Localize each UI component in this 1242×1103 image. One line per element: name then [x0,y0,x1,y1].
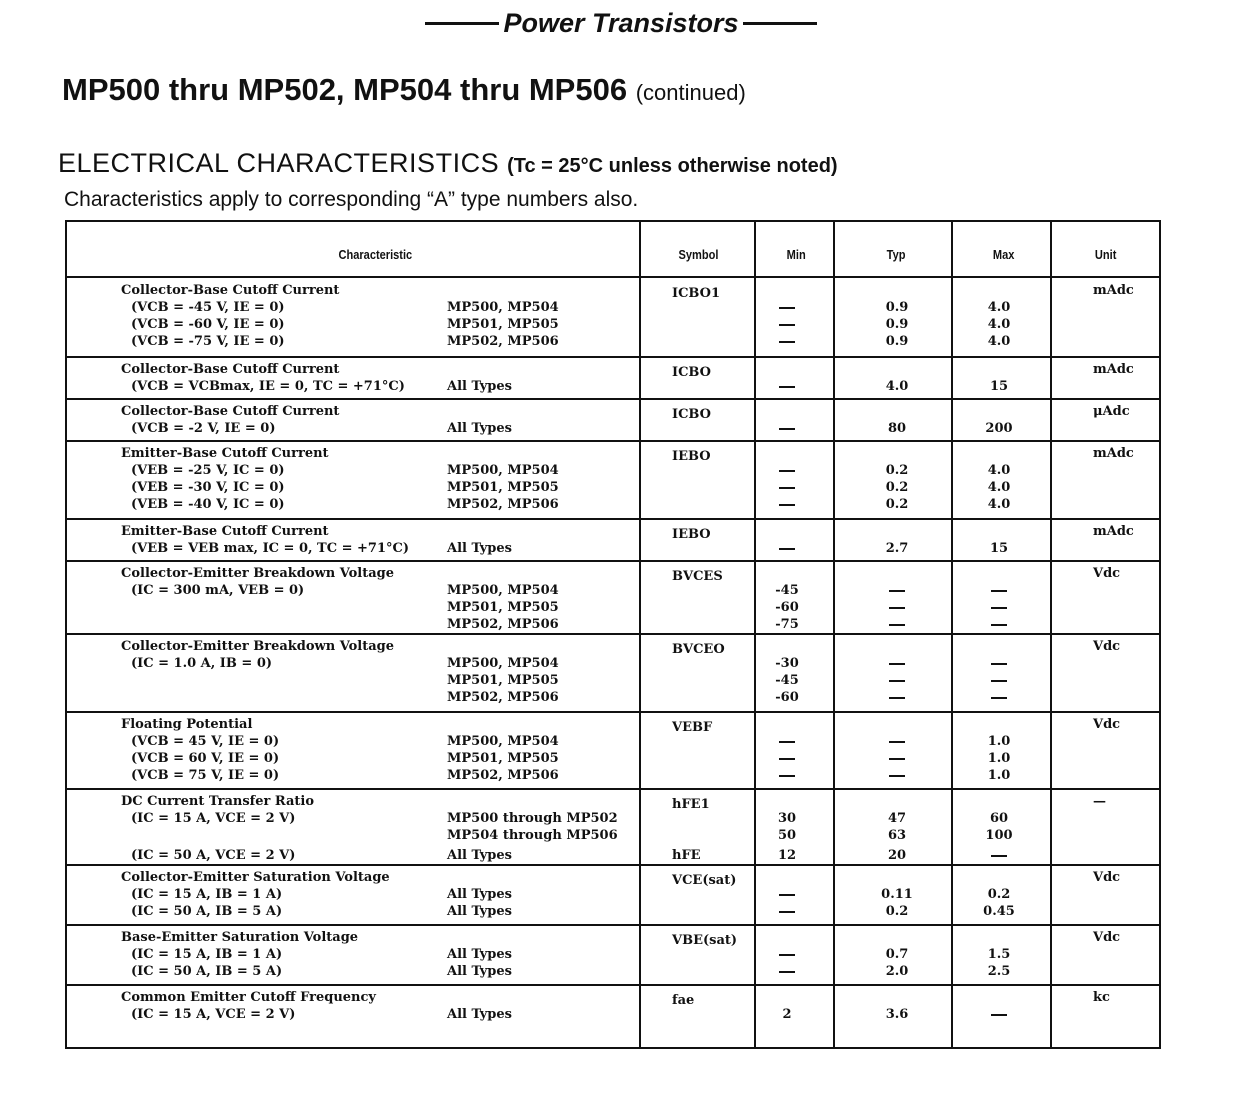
group-unit: Vdc [1093,566,1121,581]
row-type: MP501, MP505 [447,480,559,495]
row-condition: (VEB = -40 V, IC = 0) [131,497,285,512]
dash-mark [779,324,795,326]
row-condition: (IC = 300 mA, VEB = 0) [131,583,305,598]
group-unit: Vdc [1093,639,1121,654]
group-name: Emitter-Base Cutoff Current [121,524,329,539]
row-typ: 47 [887,811,907,826]
dash-mark [889,590,905,592]
col-header-min: Min [786,247,806,262]
row-max: 15 [989,379,1009,394]
row-type: MP501, MP505 [447,600,559,615]
row-type: All Types [447,541,512,556]
row-type: MP501, MP505 [447,673,559,688]
col-header-max: Max [992,247,1015,262]
row-condition: (IC = 15 A, IB = 1 A) [131,887,283,902]
row-typ: 0.2 [885,463,909,478]
group-symbol: VBE(sat) [672,933,738,948]
row-typ [867,689,927,706]
row-max: 0.45 [983,904,1015,919]
row-typ: 63 [887,828,907,843]
table-note: Characteristics apply to corresponding “A” type numbers also. [64,188,639,211]
row-min: -45 [775,583,799,598]
row-condition: (VCB = -75 V, IE = 0) [131,334,285,349]
dash-mark [779,741,795,743]
row-type: MP500 through MP502 [447,811,618,826]
row-max [969,689,1029,706]
row-typ: 4.0 [885,379,909,394]
row-max: 1.5 [987,947,1011,962]
row-condition: (IC = 15 A, VCE = 2 V) [131,811,296,826]
row-condition: (VCB = -45 V, IE = 0) [131,300,285,315]
dash-mark [889,624,905,626]
row-condition: (VEB = -30 V, IC = 0) [131,480,285,495]
row-min [757,733,817,750]
row-type: MP500, MP504 [447,656,559,671]
section-condition: (Tc = 25°C unless otherwise noted) [507,155,838,177]
col-header-typ: Typ [886,247,906,262]
row-min: -60 [775,690,799,705]
group-name: Collector-Emitter Breakdown Voltage [121,639,395,654]
dash-mark [779,894,795,896]
row-typ [867,599,927,616]
row-condition: (VCB = -60 V, IE = 0) [131,317,285,332]
row-max: 4.0 [987,480,1011,495]
group-name: Common Emitter Cutoff Frequency [121,990,376,1005]
group-divider [67,356,1159,358]
group-divider [67,788,1159,790]
group-name: Floating Potential [121,717,253,732]
title-continued: (continued) [635,80,746,105]
row-condition: (VCB = 75 V, IE = 0) [131,768,280,783]
row-typ [867,750,927,767]
dash-mark [889,663,905,665]
row-condition: (VCB = VCBmax, IE = 0, TC = +71°C) [131,379,405,394]
group-symbol: ICBO [672,365,711,380]
row-condition: (IC = 50 A, IB = 5 A) [131,904,283,919]
group-symbol: BVCES [672,569,723,584]
dash-mark [779,954,795,956]
row-max [969,655,1029,672]
group-divider [67,864,1159,866]
group-name: Emitter-Base Cutoff Current [121,446,329,461]
row-min [757,420,817,437]
dash-mark [991,680,1007,682]
dash-mark [889,697,905,699]
row-condition: (IC = 15 A, IB = 1 A) [131,947,283,962]
dash-mark [779,504,795,506]
dash-mark [779,775,795,777]
group-symbol: ICBO1 [672,286,721,301]
row-type: MP501, MP505 [447,317,559,332]
row-min: -75 [775,617,799,632]
dash-mark [991,855,1007,857]
group-unit: — [1093,794,1106,809]
group-divider [67,398,1159,400]
dash-mark [779,341,795,343]
page-header [0,8,1242,39]
row-min: 12 [777,848,797,863]
row-max [969,1006,1029,1023]
dash-mark [991,624,1007,626]
row-max [969,672,1029,689]
group-unit: kc [1093,990,1110,1005]
row-min: -45 [775,673,799,688]
row-condition: (IC = 15 A, VCE = 2 V) [131,1007,296,1022]
row-max: 15 [989,541,1009,556]
row-min: 30 [777,811,797,826]
group-divider [67,633,1159,635]
row-typ [867,733,927,750]
group-divider [67,924,1159,926]
row-condition: (IC = 50 A, IB = 5 A) [131,964,283,979]
row-min [757,378,817,395]
row-type: MP502, MP506 [447,497,559,512]
row-type: MP504 through MP506 [447,828,618,843]
group-unit: mAdc [1093,362,1134,377]
row-max: 1.0 [987,734,1011,749]
row-condition: (VCB = 45 V, IE = 0) [131,734,280,749]
row-type: MP500, MP504 [447,734,559,749]
row-max: 1.0 [987,751,1011,766]
dash-mark [889,741,905,743]
row-min [757,946,817,963]
header-rule-left [425,22,499,25]
row-condition: (VCB = 60 V, IE = 0) [131,751,280,766]
row-type: All Types [447,1007,512,1022]
row-typ: 0.2 [885,480,909,495]
row-typ: 0.9 [885,317,909,332]
group-name: DC Current Transfer Ratio [121,794,315,809]
row-type: MP500, MP504 [447,463,559,478]
row-type: MP501, MP505 [447,751,559,766]
row-max: 4.0 [987,334,1011,349]
dash-mark [991,663,1007,665]
row-max [969,582,1029,599]
row-max: 200 [985,421,1013,436]
row-type: All Types [447,379,512,394]
dash-mark [779,428,795,430]
group-name: Base-Emitter Saturation Voltage [121,930,359,945]
row-typ: 0.2 [885,497,909,512]
row-condition: (IC = 50 A, VCE = 2 V) [131,848,296,863]
row-max: 1.0 [987,768,1011,783]
header-rule-right [743,22,817,25]
row-min: 50 [777,828,797,843]
dash-mark [779,971,795,973]
row-type: MP502, MP506 [447,334,559,349]
row-max [969,616,1029,633]
row-min [757,479,817,496]
row-max [969,847,1029,864]
row-typ: 2.7 [885,541,909,556]
group-symbol: BVCEO [672,642,725,657]
group-unit: mAdc [1093,446,1134,461]
group-divider [67,984,1159,986]
row-typ [867,616,927,633]
row-min [757,333,817,350]
group-symbol: VCE(sat) [672,873,737,888]
group-unit: μAdc [1093,404,1130,419]
dash-mark [991,697,1007,699]
dash-mark [889,680,905,682]
dash-mark [779,548,795,550]
row-condition: (VEB = VEB max, IC = 0, TC = +71°C) [131,541,409,556]
dash-mark [779,307,795,309]
row-type: MP500, MP504 [447,583,559,598]
dash-mark [779,758,795,760]
row-max [969,599,1029,616]
row-typ [867,582,927,599]
row-min [757,540,817,557]
group-unit: Vdc [1093,870,1121,885]
row-max: 4.0 [987,463,1011,478]
dash-mark [991,607,1007,609]
row-max: 2.5 [987,964,1011,979]
group-divider [67,518,1159,520]
col-header-symbol: Symbol [678,247,719,262]
row-max: 60 [989,811,1009,826]
row-typ: 0.9 [885,300,909,315]
row-condition: (VCB = -2 V, IE = 0) [131,421,276,436]
dash-mark [889,775,905,777]
group-name: Collector-Base Cutoff Current [121,362,340,377]
dash-mark [889,607,905,609]
group-symbol: VEBF [672,720,713,735]
group-name: Collector-Emitter Breakdown Voltage [121,566,395,581]
row-type: All Types [447,947,512,962]
row-min [757,316,817,333]
row-typ [867,767,927,784]
group-name: Collector-Base Cutoff Current [121,283,340,298]
row-type: All Types [447,964,512,979]
row-typ [867,655,927,672]
group-symbol: IEBO [672,449,711,464]
row-min [757,496,817,513]
row-type: All Types [447,887,512,902]
group-unit: Vdc [1093,717,1121,732]
row-typ: 3.6 [885,1007,909,1022]
row-max: 4.0 [987,317,1011,332]
row-condition: (IC = 1.0 A, IB = 0) [131,656,273,671]
row-typ: 0.11 [881,887,913,902]
dash-mark [889,758,905,760]
row-type: MP500, MP504 [447,300,559,315]
row-max: 4.0 [987,300,1011,315]
row-min: -30 [775,656,799,671]
group-symbol: ICBO [672,407,711,422]
group-unit: mAdc [1093,283,1134,298]
row-symbol: hFE [672,848,701,863]
group-name: Collector-Emitter Saturation Voltage [121,870,390,885]
row-type: All Types [447,421,512,436]
section-label: ELECTRICAL CHARACTERISTICS [58,148,500,178]
row-typ: 0.7 [885,947,909,962]
section-heading [58,148,838,179]
group-unit: Vdc [1093,930,1121,945]
row-type: All Types [447,904,512,919]
dash-mark [779,487,795,489]
row-condition: (VEB = -25 V, IC = 0) [131,463,285,478]
group-symbol: hFE1 [672,797,710,812]
row-max: 100 [985,828,1013,843]
row-min: -60 [775,600,799,615]
dash-mark [779,386,795,388]
row-type: MP502, MP506 [447,617,559,632]
row-min [757,462,817,479]
characteristics-table [65,220,1161,1049]
row-typ: 0.2 [885,904,909,919]
row-typ: 80 [887,421,907,436]
row-min: 2 [782,1007,792,1022]
row-min [757,299,817,316]
row-min [757,903,817,920]
row-type: All Types [447,848,512,863]
row-typ: 0.9 [885,334,909,349]
row-typ [867,672,927,689]
row-max: 4.0 [987,497,1011,512]
group-divider [67,560,1159,562]
row-min [757,750,817,767]
dash-mark [779,470,795,472]
title-main: MP500 thru MP502, MP504 thru MP506 [62,72,628,107]
header-divider [67,276,1159,278]
row-typ: 20 [887,848,907,863]
row-type: MP502, MP506 [447,768,559,783]
row-type: MP502, MP506 [447,690,559,705]
header-title: Power Transistors [503,8,739,38]
dash-mark [779,911,795,913]
group-divider [67,440,1159,442]
row-typ: 2.0 [885,964,909,979]
group-name: Collector-Base Cutoff Current [121,404,340,419]
dash-mark [991,590,1007,592]
row-min [757,767,817,784]
col-header-characteristic: Characteristic [338,247,413,262]
group-symbol: fae [672,993,695,1008]
dash-mark [991,1014,1007,1016]
page-title [62,72,746,108]
row-min [757,886,817,903]
row-min [757,963,817,980]
row-max: 0.2 [987,887,1011,902]
group-divider [67,711,1159,713]
col-header-unit: Unit [1094,247,1117,262]
group-unit: mAdc [1093,524,1134,539]
group-symbol: IEBO [672,527,711,542]
